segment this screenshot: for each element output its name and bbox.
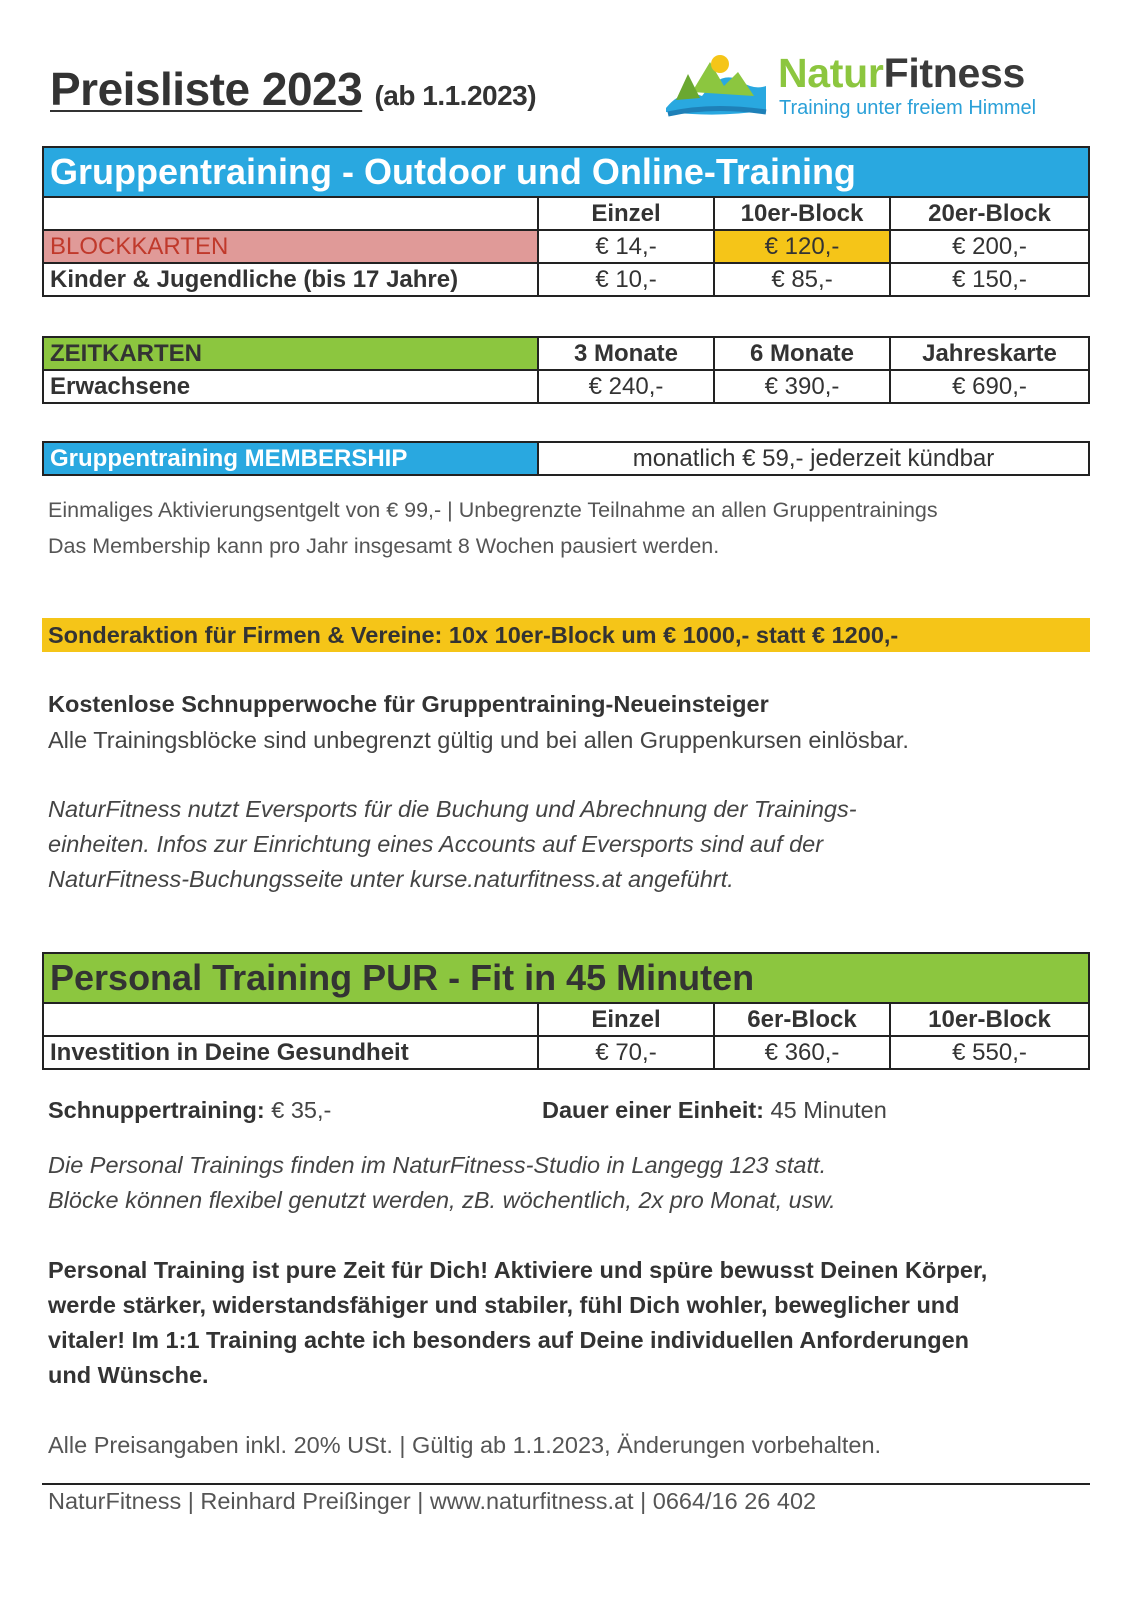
pitch-line-3: vitaler! Im 1:1 Training achte ich besonders auf Deine individuellen Anforderungen [48,1327,970,1353]
price-cell: € 550,- [890,1036,1089,1069]
row-label-blockkarten: BLOCKKARTEN [43,230,538,263]
price-cell: € 150,- [890,263,1089,296]
col-einzel: Einzel [538,1003,714,1036]
empty-cell [43,197,538,230]
eversports-line-1: NaturFitness nutzt Eversports für die Buchung und Abrechnung der Trainings- [48,796,857,822]
trial-title: Kostenlose Schnupperwoche für Gruppentraining-Neueinsteiger [48,691,769,717]
dauer-einheit: Dauer einer Einheit: 45 Minuten [542,1097,887,1123]
price-cell-highlight: € 120,- [714,230,890,263]
group-heading: Gruppentraining - Outdoor und Online-Training [43,147,1089,197]
price-cell: € 70,- [538,1036,714,1069]
trial-text: Alle Trainingsblöcke sind unbegrenzt gültig und bei allen Gruppenkursen einlösbar. [48,727,909,753]
personal-heading: Personal Training PUR - Fit in 45 Minuten [43,953,1089,1003]
personal-training-table [42,952,1090,1070]
brand-name: NaturFitness [778,50,1026,96]
membership-note-1: Einmaliges Aktivierungsentgelt von € 99,- | Unbegrenzte Teilnahme an allen Gruppentrainings [48,498,938,522]
col-10er: 10er-Block [890,1003,1089,1036]
personal-info-1: Die Personal Trainings finden im NaturFitness-Studio in Langegg 123 statt. [48,1152,827,1178]
col-3-monate: 3 Monate [538,337,714,370]
price-cell: € 690,- [890,370,1089,403]
eversports-line-2: einheiten. Infos zur Einrichtung eines Accounts auf Eversports sind auf der [48,831,824,857]
col-20er: 20er-Block [890,197,1089,230]
row-label-investition: Investition in Deine Gesundheit [43,1036,538,1069]
pitch-line-4: und Wünsche. [48,1362,209,1388]
pitch-line-1: Personal Training ist pure Zeit für Dich! Aktiviere und spüre bewusst Deinen Körper, [48,1257,988,1283]
col-6er: 6er-Block [714,1003,890,1036]
row-label-erwachsene: Erwachsene [43,370,538,403]
zeitkarten-table [42,336,1090,404]
brand-tagline: Training unter freiem Himmel [779,97,1037,119]
col-einzel: Einzel [538,197,714,230]
col-10er: 10er-Block [714,197,890,230]
price-cell: € 14,- [538,230,714,263]
eversports-line-3: NaturFitness-Buchungsseite unter kurse.naturfitness.at angeführt. [48,866,734,892]
price-cell: € 200,- [890,230,1089,263]
membership-table [42,441,1090,476]
price-cell: € 10,- [538,263,714,296]
price-cell: € 240,- [538,370,714,403]
row-label-kinder: Kinder & Jugendliche (bis 17 Jahre) [43,263,538,296]
naturfitness-logo-icon [662,48,772,120]
footer-contact: NaturFitness | Reinhard Preißinger | www.naturfitness.at | 0664/16 26 402 [48,1488,817,1514]
col-jahreskarte: Jahreskarte [890,337,1089,370]
promo-banner: Sonderaktion für Firmen & Vereine: 10x 10er-Block um € 1000,- statt € 1200,- [42,618,1090,652]
col-6-monate: 6 Monate [714,337,890,370]
membership-note-2: Das Membership kann pro Jahr insgesamt 8 Wochen pausiert werden. [48,534,720,558]
price-cell: € 390,- [714,370,890,403]
zeitkarten-label: ZEITKARTEN [43,337,538,370]
membership-label: Gruppentraining MEMBERSHIP [43,442,538,475]
title-date: (ab 1.1.2023) [374,80,537,111]
membership-price: monatlich € 59,- jederzeit kündbar [538,442,1089,475]
vat-note: Alle Preisangaben inkl. 20% USt. | Gültig ab 1.1.2023, Änderungen vorbehalten. [48,1432,882,1458]
schnuppertraining: Schnuppertraining: € 35,- [48,1097,332,1123]
empty-cell [43,1003,538,1036]
price-cell: € 85,- [714,263,890,296]
pitch-line-2: werde stärker, widerstandsfähiger und stabiler, fühl Dich wohler, beweglicher und [48,1292,960,1318]
group-training-table [42,146,1090,297]
price-cell: € 360,- [714,1036,890,1069]
personal-info-2: Blöcke können flexibel genutzt werden, zB. wöchentlich, 2x pro Monat, usw. [48,1187,836,1213]
page-title [50,62,536,116]
title-main: Preisliste 2023 [50,63,363,115]
